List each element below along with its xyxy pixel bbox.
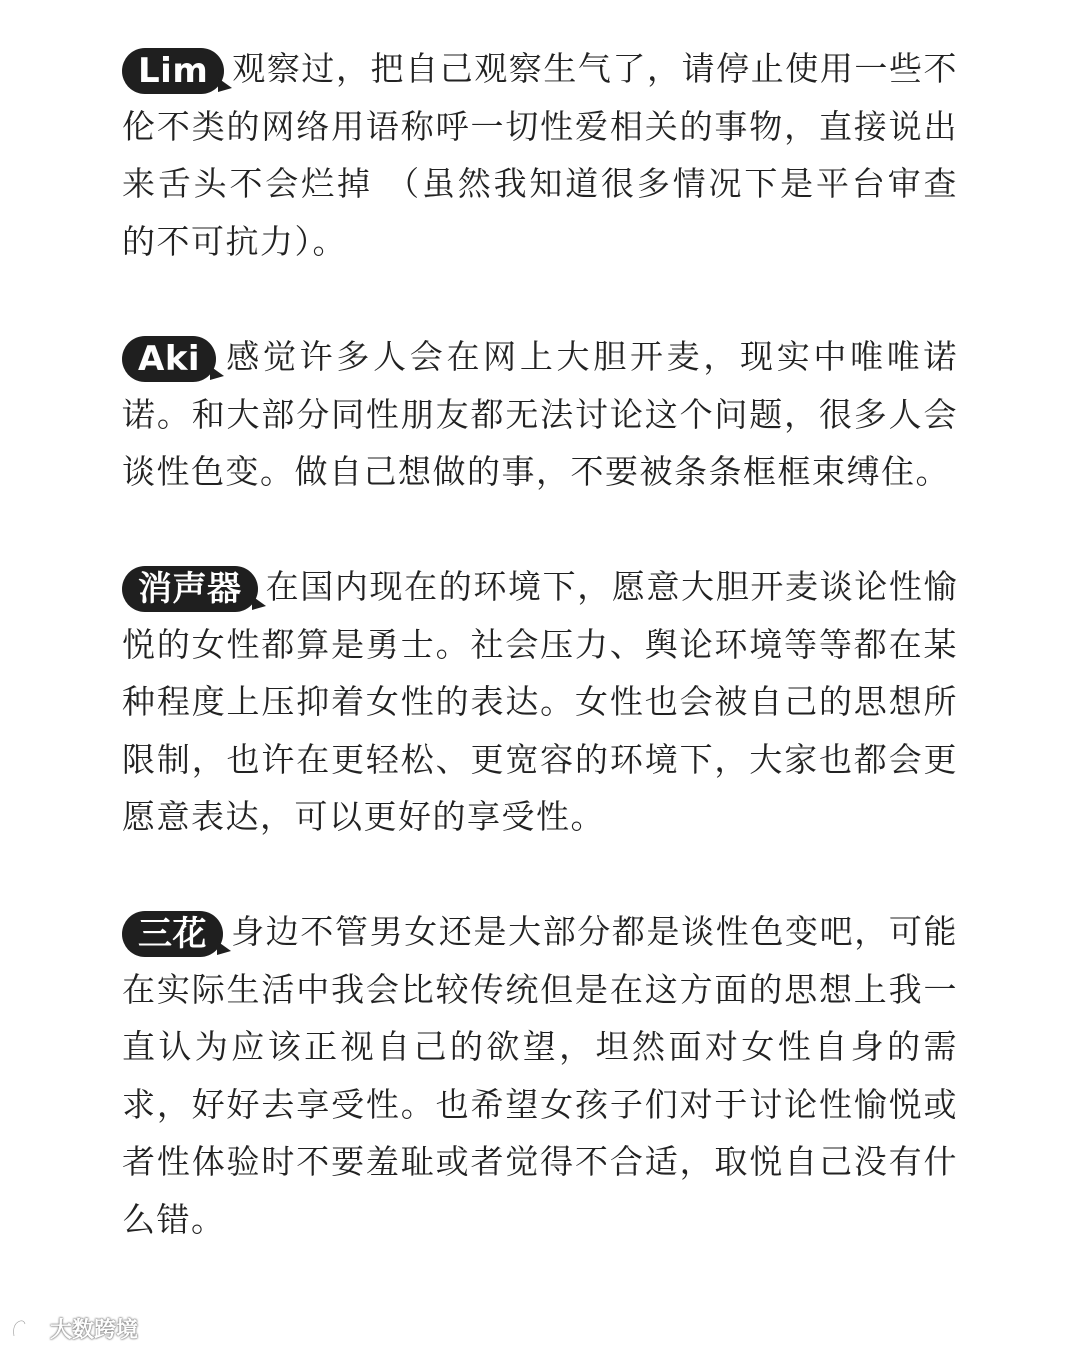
brand-logo-icon [10, 1316, 44, 1342]
author-tag-xiaoshengqi: 消声器 [122, 566, 258, 612]
author-tag-sanhua: 三花 [122, 911, 223, 957]
watermark [10, 1313, 138, 1344]
comment-lim [122, 40, 958, 270]
comment-sanhua [122, 903, 958, 1249]
comment-text-xiaoshengqi: 在国内现在的环境下，愿意大胆开麦谈论性愉悦的女性都算是勇士。社会压力、舆论环境等等都在某种程度上压抑着女性的表达。女性也会被自己的思想所限制，也许在更轻松、更宽容的环境下，大家也都会更愿意表达，可以更好的享受性。 [122, 567, 958, 837]
comment-xiaoshengqi [122, 558, 958, 846]
comment-text-aki: 感觉许多人会在网上大胆开麦，现实中唯唯诺诺。和大部分同性朋友都无法讨论这个问题，很多人会谈性色变。做自己想做的事，不要被条条框框束缚住。 [122, 337, 958, 492]
comment-text-sanhua: 身边不管男女还是大部分都是谈性色变吧，可能在实际生活中我会比较传统但是在这方面的思想上我一直认为应该正视自己的欲望，坦然面对女性自身的需求，好好去享受性。也希望女孩子们对于讨论性愉悦或者性体验时不要羞耻或者觉得不合适，取悦自己没有什么错。 [122, 912, 958, 1239]
comment-text-lim: 观察过，把自己观察生气了，请停止使用一些不伦不类的网络用语称呼一切性爱相关的事物，直接说出来舌头不会烂掉 （虽然我知道很多情况下是平台审查的不可抗力）。 [122, 49, 958, 261]
comment-aki [122, 328, 958, 501]
author-tag-lim: Lim [122, 48, 224, 94]
watermark-text: 大数跨境 [50, 1318, 139, 1343]
author-tag-aki: Aki [122, 336, 216, 382]
